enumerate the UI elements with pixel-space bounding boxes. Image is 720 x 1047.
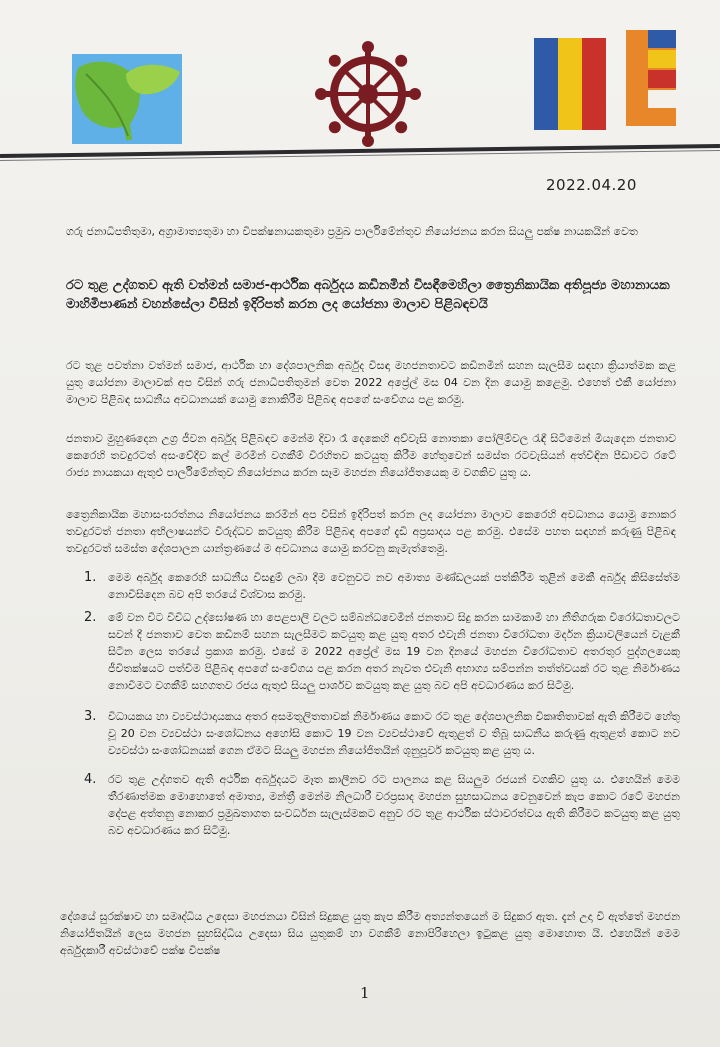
- buddhist-flag-vertical: [534, 38, 606, 130]
- paragraph-3: ත්‍රෛනිකායික මහාසංඝරත්නය නියෝජනය කරමින් අප විසින් ඉදිරිපත් කරන ලද යෝජනා මාලාව කෙරෙහි අවධානය යොමු නොකර තවදුරටත් ජනතා අභිලාෂයන්ට විරුද්ධව කටයුතු කිරීම පිළිබඳ අපගේ දැඩි අප්‍රසාදය පළ කරමු. එසේම පහත සඳහන් කරුණු පිළිබඳ තවදුරටත් සමස්ත දේශපාලන යාන්ත්‍රණයේ ම අවධානය යොමු කරවනු කැමැත්තෙමු.: [66, 508, 676, 555]
- paragraph-2: ජනතාව මුහුණදෙන උග්‍ර ජීවන අර්බුද පිළිබඳව මෙන්ම දිවා රෑ දෙකෙහි අව්වැසි නොතකා පෝලිම්වල රැඳී සිටිමෙන් මියැදෙන ජනතාව කෙරෙහි තවදුරටත් අසංවේදීව කල් මරමින් වගකීම් විරහිතව කටයුතු කිරීම හේතුවෙන් සමස්ත රටවැසියන් අත්විඳින පීඩාවට රටේ රාජ්‍ය නායකයා ඇතුළු පාර්ලිමේන්තුව නියෝජනය කරන සෑම මහජන නියෝජිතයෙකු ම වගකිව යුතු ය.: [66, 432, 676, 479]
- addressee: ගරු ජනාධිපතිතුමා, අග්‍රාමාත්‍යතුමා හා විපක්ෂනායකතුමා ප්‍රමුඛ පාර්ලිමේන්තුව නියෝජනය කරන සියලු පක්ෂ නායකයින් වෙත: [66, 225, 638, 238]
- list-item-number: 3.: [84, 709, 97, 724]
- paragraph-1: රට තුළ පවත්නා වත්මන් සමාජ, ආර්ථික හා දේශපාලනික අර්බුද විසඳා මහජනතාවට කඩිනමින් සහන සැලසීම සඳහා ක්‍රියාත්මක කළ යුතු යෝජනා මාලාවක් අප විසින් ගරු ජනාධිපතිතුමන් වෙත 2022 අප්‍රේල් මස 04 වන දින යොමු කළෙමු. එහෙත් එකී යෝජනා මාලාව පිළිබඳ සාධනීය අවධානයක් යොමු නොකිරීම පිළිබඳ අපගේ සංවේගය පළ කරමු.: [66, 359, 676, 406]
- letter-date: 2022.04.20: [546, 176, 637, 194]
- list-item: [84, 569, 680, 603]
- list-item: [84, 771, 680, 839]
- list-item-text: මේ වන විට විවිධ උද්ඝෝෂණ හා පෙළපාලි වලට සම්බන්ධවෙමින් ජනතාව සිදු කරන සාමකාමී හා නීතිගරුක විරෝධතාවලට සවන් දී ජනතාව වෙත කඩිනම් සහන සැලසීමට කටයුතු කළ යුතු අතර එවැනි ජනතා විරෝධතා මර්දන ක්‍රියාවලියෙන් වැළකී සිටින ලෙස තරයේ ප්‍රකාශ කරමු. එසේ ම 2022 අප්‍රේල් මස 19 වන දිනයේ මහජන විරෝධතාව අතරතුර පුද්ගලයෙකු ජීවිතක්ෂයට පත්වීම පිළිබඳ අපගේ සංවේගය පළ කරන අතර නැවත එවැනි අභාග්‍ය සම්පන්න තත්ත්වයක් රට තුළ නිර්මාණය නොවීමට වගකීම් සහගතව රජය ඇතුළු සියලු පාර්ශව කටයුතු කළ යුතු බව අපි අවධාරණය කර සිටිමු.: [108, 611, 680, 692]
- letter-subject: රට තුළ උද්ගතව ඇති වත්මන් සමාජ-ආර්ථික අර්බුදය කඩිනමින් විසඳීමෙහිලා ත්‍රෛනිකායික අතිපූජ්‍ය මහානායක මාහිමිපාණන් වහන්සේලා විසින් ඉදිරිපත් කරන ලද යෝජනා මාලාව පිළිබඳවයි: [66, 278, 670, 312]
- list-item-text: විධායකය හා ව්‍යවස්ථාදායකය අතර අසමතුලිතතාවක් නිර්මාණය කොට රට තුළ දේශපාලනික විකෘතිතාවක් ඇති කිරීමට හේතු වූ 20 වන ව්‍යවස්ථා සංශෝධනය අහෝසි කොට 19 වන ව්‍යවස්ථාවේ ඇතුළත් ව තිබූ සාධනීය කරුණු ඇතුළත් කොට නව ව්‍යවස්ථා සංශෝධනයක් ගෙන ඒමට සියලු මහජන නියෝජිතයින් ශූනුපූර්ව කටයුතු කළ යුතු ය.: [108, 710, 680, 757]
- dharma-wheel-emblem: [312, 38, 424, 150]
- list-item: [84, 609, 680, 694]
- list-item: [84, 708, 680, 759]
- page-number: 1: [360, 984, 370, 1002]
- list-item-number: 2.: [84, 610, 97, 625]
- list-item-text: මෙම අර්බුද කෙරෙහි සාධනීය විසඳුම් ලබා දීම වෙනුවට නව අමාත්‍ය මණ්ඩලයක් පත්කිරීම තුළින් මෙකී අර්බුද කිසිසේත්ම නොවිසිදෙන බව අපි තරයේ විශ්වාස කරමු.: [108, 571, 680, 601]
- buddhist-flag-horizontal: [626, 30, 676, 126]
- list-item-number: 1.: [84, 570, 97, 585]
- list-item-text: රට තුළ උද්ගතව ඇති අර්ථික අර්බුදයට මෑත කාලීනව රට පාලනය කළ සියලුම රජයන් වගකිව යුතු ය. එහෙයින් මෙම තීරණාත්මක මොහොතේ අමාත්‍ය, මන්ත්‍රී මෙන්ම නිලධාරී වරප්‍රසාද මහජන සුභසාධනය වෙනුවෙන් කැප කොට රටේ මහජන දේපළ අත්තනු නොකර ප්‍රමුඛතාගත සංවර්ධන සැලැස්මකට අනුව රට තුළ ආර්ථික ස්ථාවරත්වය ඇති කිරීමට කටයුතු කළ යුතු බව අවධාරණය කර සිටිමු.: [108, 773, 680, 837]
- demands-list: [84, 569, 680, 839]
- bodhi-leaf-logo: [72, 54, 182, 144]
- closing-paragraph: දේශයේ සුරක්ෂාව හා සමෘද්ධිය උදෙසා මහජනයා විසින් සිදුකළ යුතු කැප කිරීම අත්‍යන්තයෙන් ම සිදුකර ඇත. දැන් උදා වී ඇත්තේ මහජන නියෝජිතයින් ලෙස මහජන සුභසිද්ධිය උදෙසා සිය යුතුකම් හා වගකීම් නොපිරිහෙලා ඉටුකළ යුතු මොහොත යි. එහෙයින් මෙම අර්බුදකාරී අවස්ථාවේ පක්ෂ විපක්ෂ: [60, 910, 680, 957]
- list-item-number: 4.: [84, 772, 97, 787]
